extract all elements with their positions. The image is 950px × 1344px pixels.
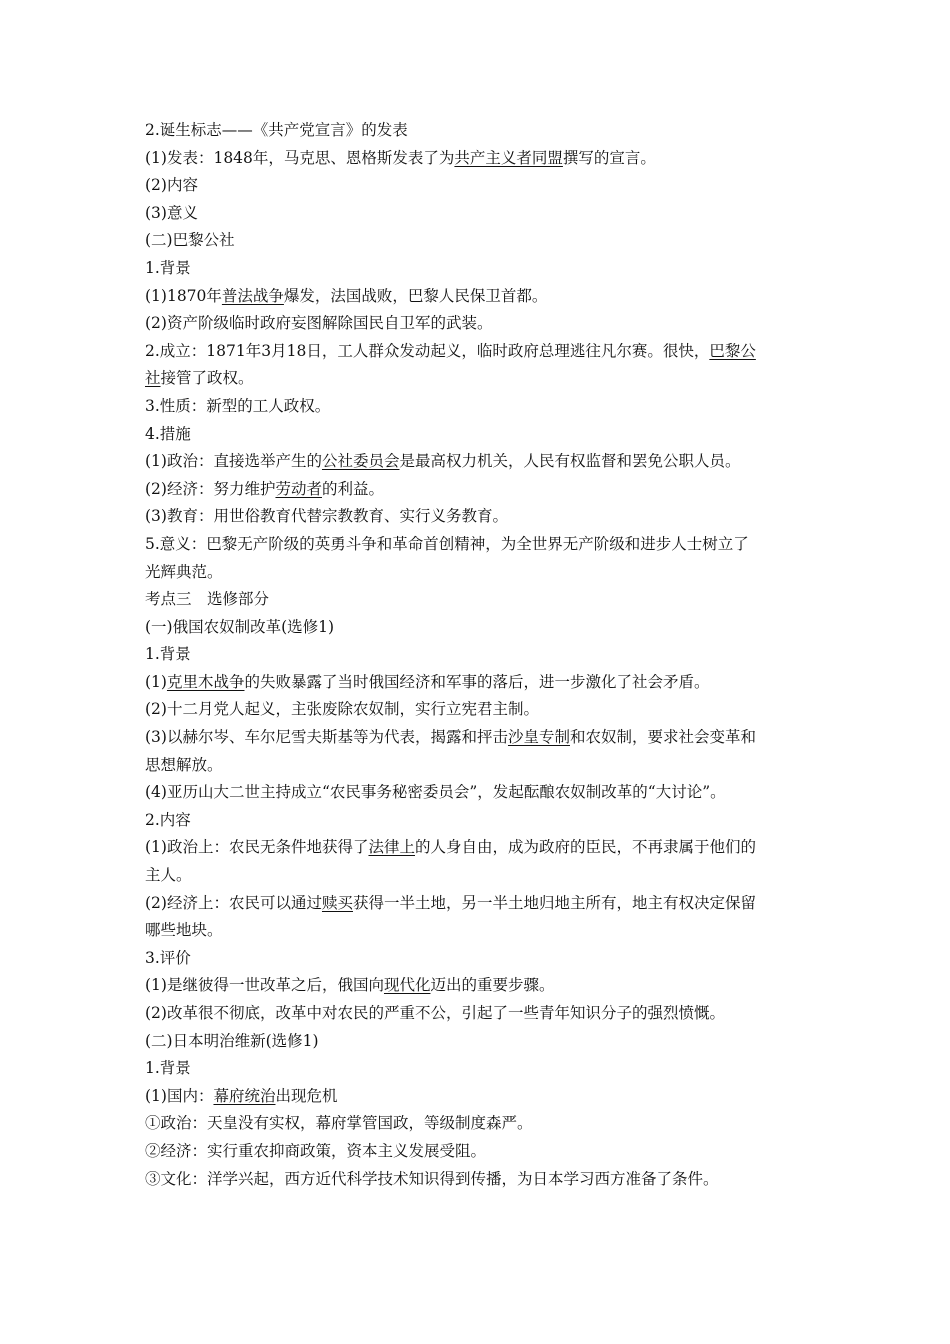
text-line [145, 1083, 810, 1111]
underlined-term: 公社委员会 [321, 452, 400, 471]
text-line [145, 614, 810, 642]
text-segment: ②经济：实行重农抑商政策，资本主义发展受阻。 [145, 1141, 487, 1160]
text-segment: 是最高权力机关，人民有权监督和罢免公职人员。 [399, 452, 741, 471]
text-line [145, 559, 810, 587]
text-segment: (1) [145, 672, 167, 691]
underlined-term: 克里木战争 [166, 672, 245, 691]
text-line [145, 227, 810, 255]
underlined-term: 幕府统治 [213, 1086, 276, 1105]
text-segment: ①政治：天皇没有实权，幕府掌管国政，等级制度森严。 [145, 1114, 533, 1133]
text-segment: 迈出的重要步骤。 [430, 976, 555, 995]
text-segment: (2)资产阶级临时政府妄图解除国民自卫军的武装。 [145, 314, 493, 333]
text-line [145, 283, 810, 311]
text-line [145, 807, 810, 835]
text-segment: (2)经济：努力维护 [145, 479, 276, 498]
text-segment: ③文化：洋学兴起，西方近代科学技术知识得到传播，为日本学习西方准备了条件。 [145, 1169, 719, 1188]
underlined-term: 社 [145, 369, 161, 388]
text-segment: 考点三 选修部分 [145, 590, 270, 609]
text-segment: 主人。 [145, 866, 192, 885]
text-segment: 的人身自由，成为政府的臣民，不再隶属于他们的 [414, 838, 756, 857]
text-segment: 2.成立：1871年3月18日，工人群众发动起义，临时政府总理逃往凡尔赛。很快， [145, 341, 710, 360]
underlined-term: 共产主义者同盟 [454, 148, 563, 167]
text-line [145, 338, 810, 366]
text-line [145, 172, 810, 200]
text-segment: 出现危机 [275, 1086, 338, 1105]
text-segment: (1)是继彼得一世改革之后，俄国向 [145, 976, 384, 995]
text-segment: 获得一半土地，另一半土地归地主所有，地主有权决定保留 [352, 893, 756, 912]
text-line [145, 752, 810, 780]
text-segment: (2)经济上：农民可以通过 [145, 893, 322, 912]
text-line [145, 145, 810, 173]
text-segment: 5.意义：巴黎无产阶级的英勇斗争和革命首创精神，为全世界无产阶级和进步人士树立了 [145, 534, 749, 553]
text-segment: 1.背景 [145, 645, 191, 664]
text-segment: 撰写的宣言。 [562, 148, 656, 167]
text-segment: 1.背景 [145, 1059, 191, 1078]
underlined-term: 劳动者 [275, 479, 322, 498]
text-segment: 光辉典范。 [145, 562, 223, 581]
underlined-term: 沙皇专制 [507, 728, 570, 747]
text-line [145, 310, 810, 338]
text-segment: 1.背景 [145, 258, 191, 277]
text-line [145, 972, 810, 1000]
text-segment: 哪些地块。 [145, 921, 223, 940]
text-segment: 的失败暴露了当时俄国经济和军事的落后，进一步激化了社会矛盾。 [244, 672, 710, 691]
text-segment: (1)发表：1848年，马克思、恩格斯发表了为 [145, 148, 455, 167]
text-segment: 2.诞生标志——《共产党宣言》的发表 [145, 121, 408, 139]
text-segment: (二)日本明治维新(选修1) [145, 1031, 319, 1050]
text-segment: 思想解放。 [145, 755, 223, 774]
text-line [145, 1028, 810, 1056]
text-segment: (1)政治：直接选举产生的 [145, 452, 322, 471]
text-segment: (一)俄国农奴制改革(选修1) [145, 617, 335, 636]
text-segment: (4)亚历山大二世主持成立“农民事务秘密委员会”，发起酝酿农奴制改革的“大讨论”。 [145, 783, 726, 802]
text-segment: 爆发，法国战败，巴黎人民保卫首都。 [283, 286, 548, 305]
text-segment: (1)1870年 [145, 286, 222, 305]
underlined-term: 现代化 [383, 976, 431, 995]
text-segment: (1)国内： [145, 1086, 214, 1105]
text-line [145, 779, 810, 807]
text-line [145, 531, 810, 559]
text-line [145, 724, 810, 752]
text-line [145, 255, 810, 283]
text-line [145, 117, 810, 145]
text-line [145, 393, 810, 421]
text-line [145, 862, 810, 890]
text-line [145, 1055, 810, 1083]
text-segment: 4.措施 [145, 424, 191, 443]
text-segment: 和农奴制，要求社会变革和 [569, 728, 756, 747]
text-line [145, 586, 810, 614]
text-line [145, 1166, 810, 1194]
text-segment: 接管了政权。 [160, 369, 254, 388]
underlined-term: 普法战争 [221, 286, 284, 305]
text-segment: (2)内容 [145, 176, 198, 195]
text-line [145, 448, 810, 476]
text-segment: (2)十二月党人起义，主张废除农奴制，实行立宪君主制。 [145, 700, 539, 719]
text-segment: (1)政治上：农民无条件地获得了 [145, 838, 369, 857]
text-segment: 2.内容 [145, 810, 191, 829]
text-line [145, 1000, 810, 1028]
document-body [145, 117, 810, 1193]
underlined-term: 巴黎公 [709, 341, 756, 360]
text-line [145, 669, 810, 697]
text-line [145, 696, 810, 724]
text-line [145, 476, 810, 504]
text-line [145, 365, 810, 393]
text-line [145, 945, 810, 973]
text-line [145, 503, 810, 531]
text-line [145, 1110, 810, 1138]
text-line [145, 834, 810, 862]
text-line [145, 200, 810, 228]
underlined-term: 法律上 [368, 838, 415, 857]
text-line [145, 641, 810, 669]
text-segment: 的利益。 [321, 479, 384, 498]
text-line [145, 917, 810, 945]
text-segment: 3.性质：新型的工人政权。 [145, 396, 331, 415]
text-segment: (2)改革很不彻底，改革中对农民的严重不公，引起了一些青年知识分子的强烈愤慨。 [145, 1004, 725, 1022]
text-segment: (二)巴黎公社 [145, 231, 235, 250]
text-segment: (3)意义 [145, 203, 198, 222]
text-line [145, 890, 810, 918]
text-line [145, 1138, 810, 1166]
underlined-term: 赎买 [321, 893, 353, 912]
text-segment: (3)以赫尔岑、车尔尼雪夫斯基等为代表，揭露和抨击 [145, 728, 508, 747]
text-segment: 3.评价 [145, 948, 191, 967]
text-line [145, 421, 810, 449]
text-segment: (3)教育：用世俗教育代替宗教教育、实行义务教育。 [145, 507, 508, 526]
